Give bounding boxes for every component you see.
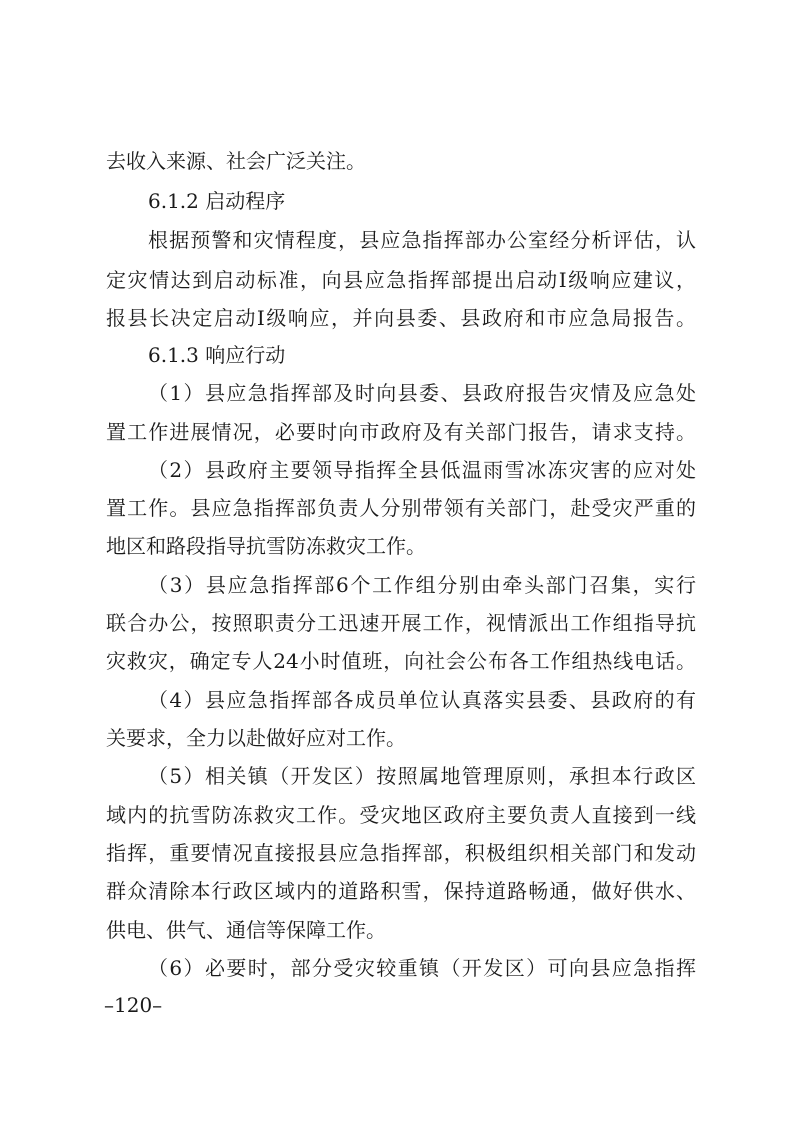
- body-line: 去收入来源、社会广泛关注。: [106, 149, 366, 173]
- page-number: –120–: [104, 993, 163, 1017]
- body-line: （3）县应急指挥部6个工作组分别由牵头部门召集，实行: [148, 573, 696, 597]
- body-line: 供电、供气、通信等保障工作。: [106, 918, 386, 942]
- body-line: 报县长决定启动Ⅰ级响应，并向县委、县政府和市应急局报告。: [106, 306, 696, 330]
- body-line: 关要求，全力以赴做好应对工作。: [106, 726, 406, 750]
- body-line: 灾救灾，确定专人24小时值班，向社会公布各工作组热线电话。: [106, 649, 696, 673]
- body-line: （4）县应急指挥部各成员单位认真落实县委、县政府的有: [148, 688, 696, 712]
- section-heading-6-1-3: 6.1.3 响应行动: [148, 343, 286, 367]
- body-line: （6）必要时，部分受灾较重镇（开发区）可向县应急指挥: [148, 956, 696, 980]
- body-line: （5）相关镇（开发区）按照属地管理原则，承担本行政区: [148, 764, 696, 788]
- body-line: （1）县应急指挥部及时向县委、县政府报告灾情及应急处: [148, 381, 696, 405]
- body-line: （2）县政府主要领导指挥全县低温雨雪冰冻灾害的应对处: [148, 458, 696, 482]
- body-line: 地区和路段指导抗雪防冻救灾工作。: [106, 534, 426, 558]
- body-line: 指挥，重要情况直接报县应急指挥部，积极组织相关部门和发动: [106, 841, 696, 865]
- body-line: 群众清除本行政区域内的道路积雪，保持道路畅通，做好供水、: [106, 879, 696, 903]
- body-line: 定灾情达到启动标准，向县应急指挥部提出启动Ⅰ级响应建议，: [106, 268, 696, 292]
- body-line: 置工作。县应急指挥部负责人分别带领有关部门，赴受灾严重的: [106, 496, 696, 520]
- body-line: 联合办公，按照职责分工迅速开展工作，视情派出工作组指导抗: [106, 611, 696, 635]
- body-line: 域内的抗雪防冻救灾工作。受灾地区政府主要负责人直接到一线: [106, 803, 696, 827]
- body-line: 置工作进展情况，必要时向市政府及有关部门报告，请求支持。: [106, 420, 696, 444]
- section-heading-6-1-2: 6.1.2 启动程序: [148, 189, 286, 213]
- body-line: 根据预警和灾情程度，县应急指挥部办公室经分析评估，认: [148, 228, 696, 252]
